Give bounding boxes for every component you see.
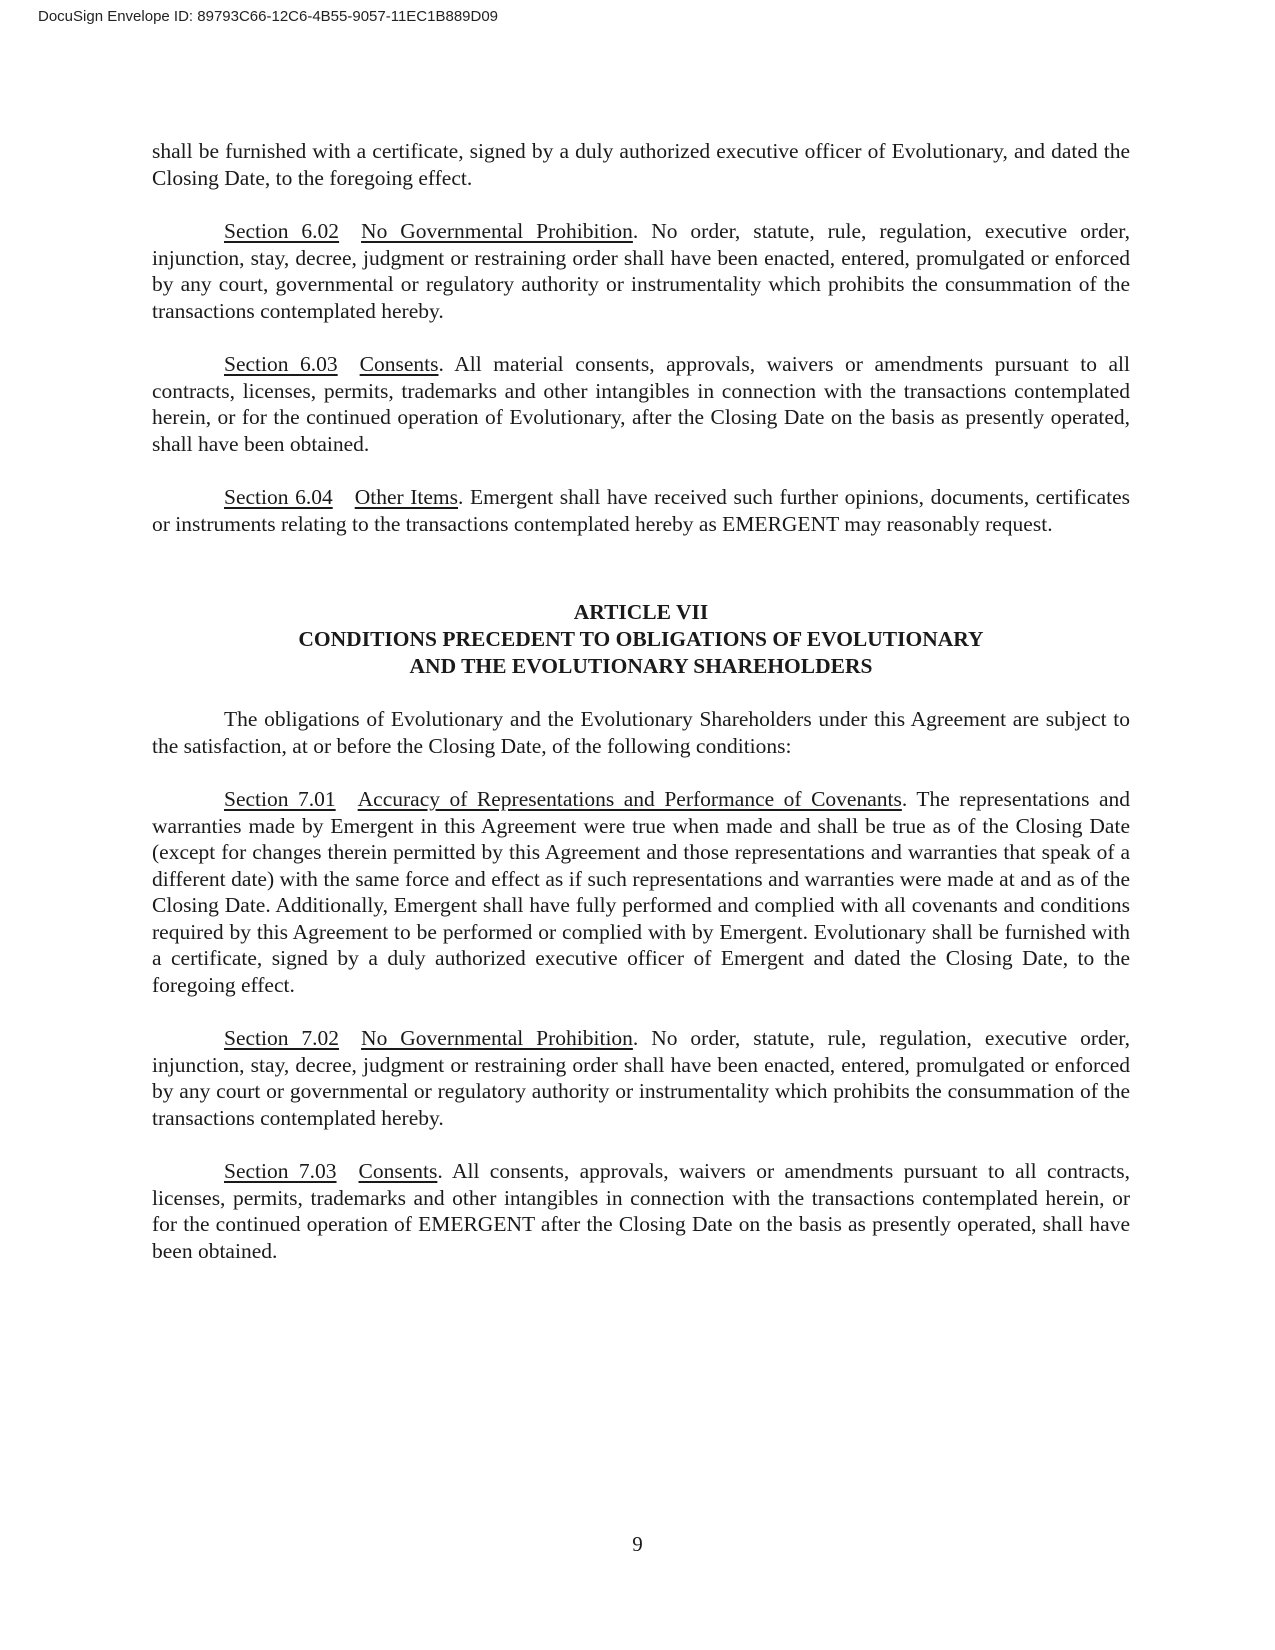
section-title: Consents <box>358 1159 438 1183</box>
section-title: No Governmental Prohibition <box>361 1026 633 1050</box>
section-6-04 <box>152 484 1130 537</box>
section-6-02 <box>152 218 1130 324</box>
article-intro: The obligations of Evolutionary and the Evolutionary Shareholders under this Agreement are subject to the satisfaction, at or before the Closing Date, of the following conditions: <box>152 707 1130 758</box>
docusign-envelope-id: DocuSign Envelope ID: 89793C66-12C6-4B55-9057-11EC1B889D09 <box>38 8 499 25</box>
section-number: Section 6.02 <box>224 219 340 243</box>
article-title-line-2: AND THE EVOLUTIONARY SHAREHOLDERS <box>409 654 873 678</box>
continuation-paragraph: shall be furnished with a certificate, signed by a duly authorized executive officer of Evolutionary, and dated the Closing Date, to the foregoing effect. <box>152 139 1130 190</box>
section-text: . No order, statute, rule, regulation, executive order, injunction, stay, decree, judgment or restraining order shall have been enacted, entered, promulgated or enforced by any court or governmental or regulatory authority or instrumentality which prohibits the consummation of the transactions contemplated hereby. <box>152 1026 1130 1130</box>
section-number: Section 6.03 <box>224 352 338 376</box>
section-text: . No order, statute, rule, regulation, executive order, injunction, stay, decree, judgment or restraining order shall have been enacted, entered, promulgated or enforced by any court, governmental or regulatory authority or instrumentality which prohibits the consummation of the transactions contemplated hereby. <box>152 219 1130 323</box>
section-text: . All material consents, approvals, waivers or amendments pursuant to all contracts, licenses, permits, trademarks and other intangibles in connection with the transactions contemplated herein, or for the continued operation of Evolutionary, after the Closing Date on the basis as presently operated, shall have been obtained. <box>152 352 1130 456</box>
article-number: ARTICLE VII <box>573 600 709 624</box>
article-heading <box>152 599 1130 680</box>
section-text: . Emergent shall have received such further opinions, documents, certificates or instruments relating to the transactions contemplated hereby as EMERGENT may reasonably request. <box>152 485 1131 536</box>
section-7-02 <box>152 1025 1130 1131</box>
section-number: Section 7.02 <box>224 1026 340 1050</box>
section-title: Other Items <box>354 485 459 509</box>
section-title: No Governmental Prohibition <box>361 219 633 243</box>
section-7-01 <box>152 786 1130 998</box>
article-title-line-1: CONDITIONS PRECEDENT TO OBLIGATIONS OF EVOLUTIONARY <box>298 627 984 651</box>
section-title: Consents <box>359 352 439 376</box>
section-text: . All consents, approvals, waivers or amendments pursuant to all contracts, licenses, permits, trademarks and other intangibles in connection with the transactions contemplated herein, or for the continued operation of EMERGENT after the Closing Date on the basis as presently operated, shall have been obtained. <box>152 1159 1130 1263</box>
section-text: . The representations and warranties made by Emergent in this Agreement were true when made and shall be true as of the Closing Date (except for changes therein permitted by this Agreement and those representations and warranties that speak of a different date) with the same force and effect as if such representations and warranties were made at and as of the Closing Date. Additionally, Emergent shall have fully performed and complied with all covenants and conditions required by this Agreement to be performed or complied with by Emergent. Evolutionary shall be furnished with a certificate, signed by a duly authorized executive officer of Emergent and dated the Closing Date, to the foregoing effect. <box>152 787 1130 997</box>
section-6-03 <box>152 351 1130 457</box>
section-title: Accuracy of Representations and Performance of Covenants <box>357 787 902 811</box>
section-number: Section 7.01 <box>224 787 336 811</box>
page-body <box>152 138 1130 1264</box>
page-number: 9 <box>632 1532 643 1556</box>
section-7-03 <box>152 1158 1130 1264</box>
section-number: Section 7.03 <box>224 1159 337 1183</box>
section-number: Section 6.04 <box>224 485 333 509</box>
